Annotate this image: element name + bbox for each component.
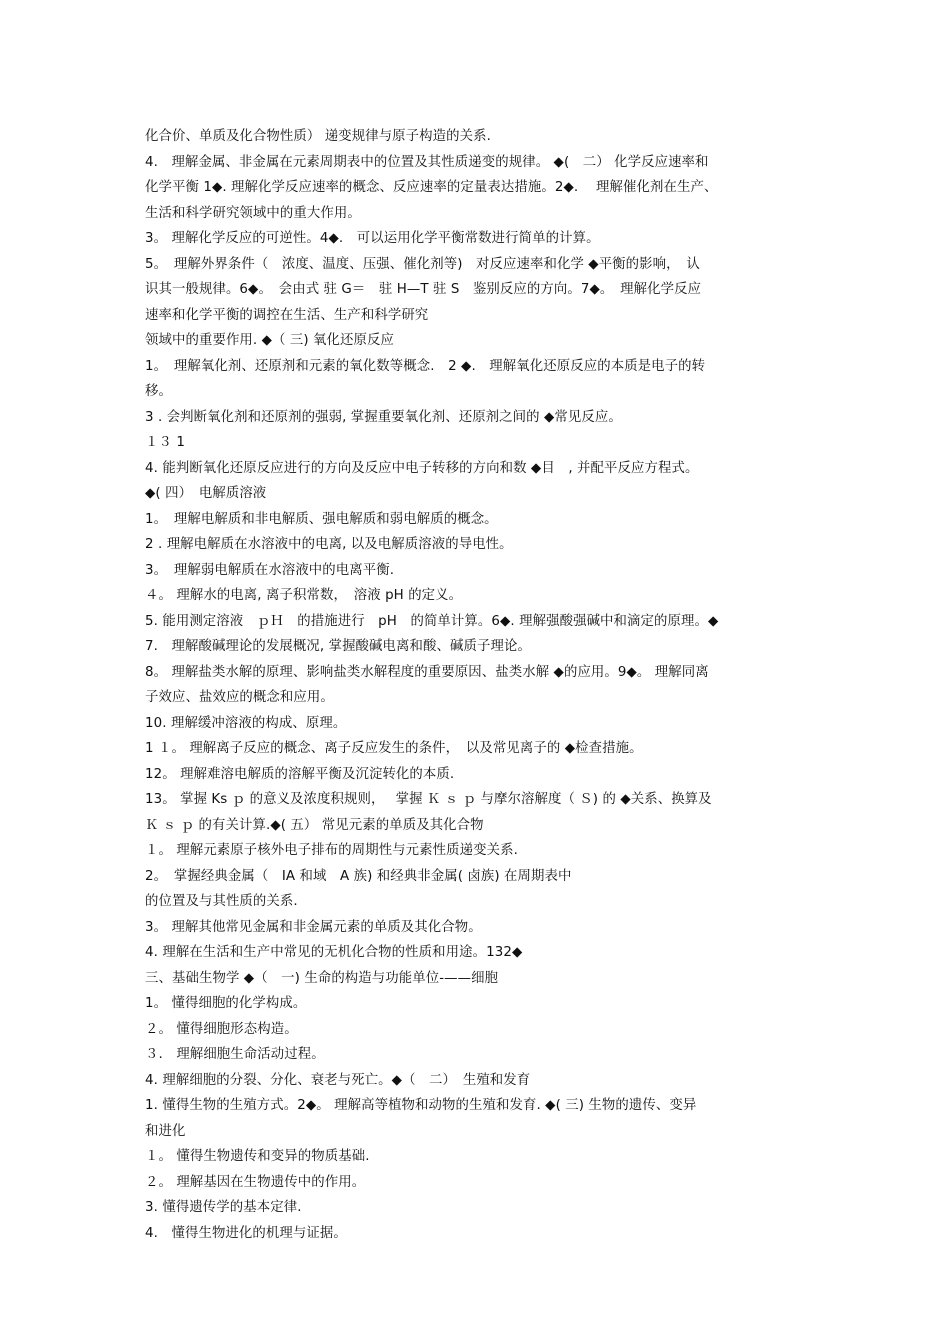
text-line: 化学平衡 1◆. 理解化学反应速率的概念、反应速率的定量表达措施。2◆. 理解催化剂在生产、 [145,180,718,195]
text-line: 速率和化学平衡的调控在生活、生产和科学研究 [145,307,429,323]
text-line: 领域中的重要作用. ◆（ 三) 氧化还原反应 [145,333,394,348]
text-line: 三、基础生物学 ◆（ 一) 生命的构造与功能单位-——细胞 [145,970,499,986]
text-line: 4. 理解在生活和生产中常见的无机化合物的性质和用途。132◆ [145,945,523,960]
text-line: 3 . 会判断氧化剂和还原剂的强弱, 掌握重要氧化剂、还原剂之间的 ◆常见反应。 [145,409,622,425]
text-line: 10. 理解缓冲溶液的构成、原理。 [145,715,347,731]
text-line: 的位置及与其性质的关系. [145,894,298,909]
text-line: １。 懂得生物遗传和变异的物质基础. [145,1149,370,1164]
text-line: 2 . 理解电解质在水溶液中的电离, 以及电解质溶液的导电性。 [145,537,513,552]
text-line: 1。 懂得细胞的化学构成。 [145,996,307,1011]
text-line: 1. 懂得生物的生殖方式。2◆。 理解高等植物和动物的生殖和发育. ◆( 三) 生物的遗传、变异 [145,1098,697,1113]
text-line: 8。 理解盐类水解的原理、影响盐类水解程度的重要原因、盐类水解 ◆的应用。9◆。 理解同离 [145,664,709,680]
text-line: 4. 懂得生物进化的机理与证据。 [145,1225,347,1241]
text-line: 化合价、单质及化合物性质） 递变规律与原子构造的关系. [145,129,491,144]
text-line: １３ 1 [145,435,185,450]
text-line: ２。 理解基因在生物遗传中的作用。 [145,1174,366,1190]
text-line: ２。 懂得细胞形态构造。 [145,1021,298,1037]
text-line: 1 １。 理解离子反应的概念、离子反应发生的条件， 以及常见离子的 ◆检查措施。 [145,741,643,756]
text-line: 2。 掌握经典金属（ IA 和域 A 族) 和经典非金属( 卤族) 在周期表中 [145,868,572,884]
text-line: 识其一般规律。6◆。 会由式 驻 G＝ 驻 H—T 驻 S 鉴别反应的方向。7◆。 理解化学反应 [145,282,702,297]
text-line: 4. 理解细胞的分裂、分化、衰老与死亡。◆（ 二） 生殖和发育 [145,1072,531,1088]
text-line: 7. 理解酸碱理论的发展概况, 掌握酸碱电离和酸、碱质子理论。 [145,639,531,654]
text-line: 移。 [145,384,172,399]
text-line: 子效应、盐效应的概念和应用。 [145,690,334,705]
text-line: ◆( 四） 电解质溶液 [145,486,267,501]
text-line: 4. 能判断氧化还原反应进行的方向及反应中电子转移的方向和数 ◆目 , 并配平反应方程式。 [145,460,699,476]
text-line: 3. 懂得遗传学的基本定律. [145,1200,302,1215]
text-line: ３. 理解细胞生命活动过程。 [145,1047,325,1062]
text-line: 4. 理解金属、非金属在元素周期表中的位置及其性质递变的规律。 ◆( 二） 化学反应速率和 [145,154,709,170]
text-line: 12。 理解难溶电解质的溶解平衡及沉淀转化的本质. [145,766,455,782]
text-line: 3。 理解其他常见金属和非金属元素的单质及其化合物。 [145,919,482,935]
text-line: 13。 掌握 Ks ｐ 的意义及浓度积规则， 掌握 Ｋ ｓ ｐ 与摩尔溶解度（ Ｓ) 的 ◆关系、换算及 [145,792,712,807]
text-line: 1。 理解电解质和非电解质、强电解质和弱电解质的概念。 [145,511,498,527]
document-body [145,124,815,1246]
text-line: 3。 理解化学反应的可逆性。4◆. 可以运用化学平衡常数进行简单的计算。 [145,231,600,246]
text-line: 3。 理解弱电解质在水溶液中的电离平衡. [145,562,395,578]
text-line: １。 理解元素原子核外电子排布的周期性与元素性质递变关系. [145,843,518,858]
text-line: 5. 能用测定溶液 ｐＨ 的措施进行 pH 的简单计算。6◆. 理解强酸强碱中和滴定的原理。◆ [145,613,719,629]
text-line: 生活和科学研究领域中的重大作用。 [145,205,361,221]
text-line: ４。 理解水的电离, 离子积常数， 溶液 pH 的定义。 [145,588,463,603]
text-line: 1。 理解氧化剂、还原剂和元素的氧化数等概念. 2 ◆. 理解氧化还原反应的本质是电子的转 [145,358,706,374]
text-line: 5。 理解外界条件（ 浓度、温度、压强、催化剂等) 对反应速率和化学 ◆平衡的影响， 认 [145,256,700,272]
text-line: 和进化 [145,1123,186,1139]
text-line: Ｋ ｓ ｐ 的有关计算.◆( 五） 常见元素的单质及其化合物 [145,817,484,833]
